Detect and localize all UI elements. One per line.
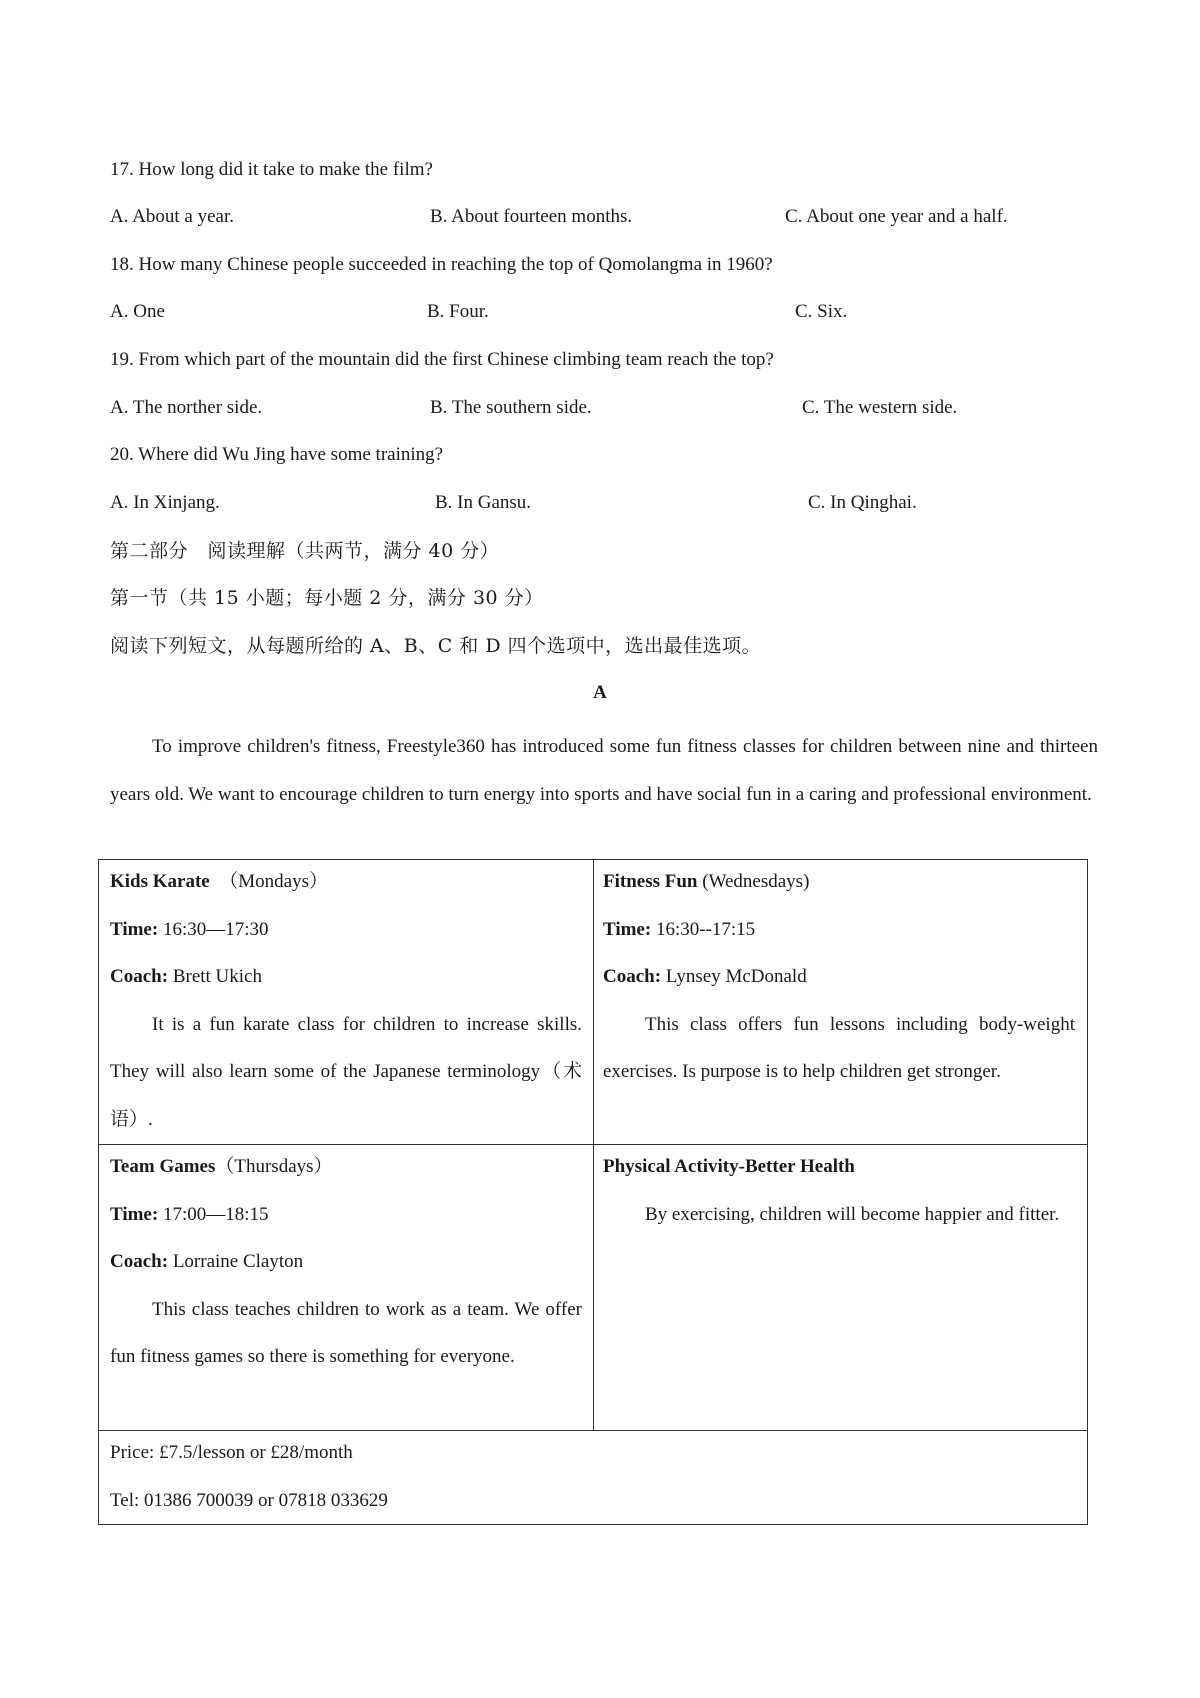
passage-intro: To improve children's fitness, Freestyle360 has introduced some fun fitness classes for children between nine and thirteen years old. We want to encourage children to turn energy into sports and have social fun in a caring and professional environment. [110, 736, 1098, 805]
question-17-stem: 17. How long did it take to make the film? [110, 159, 433, 180]
question-17-option-c: C. About one year and a half. [785, 206, 1008, 227]
physical-activity-title: Physical Activity-Better Health [603, 1156, 855, 1177]
question-18-stem: 18. How many Chinese people succeeded in reaching the top of Qomolangma in 1960? [110, 254, 773, 275]
fitness-fun-description: This class offers fun lessons including body-weight exercises. Is purpose is to help children get stronger. [603, 1013, 1075, 1082]
fitness-fun-day: (Wednesdays) [702, 871, 810, 892]
kids-karate-time: 16:30—17:30 [162, 918, 269, 940]
fitness-fun-title: Fitness Fun [603, 871, 698, 892]
section-heading: 第一节（共 15 小题；每小题 2 分，满分 30 分） [110, 587, 544, 609]
question-18-option-c: C. Six. [795, 301, 848, 322]
question-17-option-b: B. About fourteen months. [430, 206, 633, 227]
question-19-option-a: A. The norther side. [110, 397, 263, 418]
kids-karate-title: Kids Karate [110, 871, 210, 892]
cell-price-contact [110, 1429, 1070, 1524]
team-games-description: This class teaches children to work as a team. We offer fun fitness games so there is something for everyone. [110, 1298, 582, 1367]
cell-physical-activity [603, 1143, 1075, 1238]
question-17-option-a: A. About a year. [110, 206, 235, 227]
kids-karate-coach: Brett Ukich [172, 966, 262, 987]
question-18-option-a: A. One [110, 301, 165, 322]
passage-label: A [593, 682, 607, 703]
physical-activity-description: By exercising, children will become happier and fitter. [645, 1203, 1060, 1225]
question-20-option-c: C. In Qinghai. [808, 492, 917, 513]
question-19-option-b: B. The southern side. [430, 397, 592, 418]
kids-karate-time-label: Time: [110, 918, 159, 940]
kids-karate-description: It is a fun karate class for children to increase skills. They will also learn some of the Japanese terminology（术语）. [110, 1013, 582, 1130]
kids-karate-coach-label: Coach: [110, 966, 169, 987]
question-20-option-b: B. In Gansu. [435, 492, 532, 513]
team-games-coach: Lorraine Clayton [172, 1251, 304, 1272]
team-games-time-label: Time: [110, 1203, 159, 1225]
fitness-fun-coach: Lynsey McDonald [665, 966, 807, 987]
cell-fitness-fun [603, 858, 1075, 1096]
cell-team-games [110, 1143, 582, 1381]
price-text: Price: £7.5/lesson or £28/month [110, 1442, 353, 1463]
fitness-fun-coach-label: Coach: [603, 966, 662, 987]
fitness-fun-time: 16:30--17:15 [655, 918, 756, 940]
kids-karate-day: （Mondays） [219, 871, 328, 892]
question-19-option-c: C. The western side. [802, 397, 958, 418]
table-column-divider [593, 859, 594, 1431]
question-19-stem: 19. From which part of the mountain did the first Chinese climbing team reach the top? [110, 349, 774, 370]
team-games-time: 17:00—18:15 [162, 1203, 269, 1225]
team-games-title: Team Games [110, 1156, 216, 1177]
question-18-option-b: B. Four. [427, 301, 489, 322]
tel-text: Tel: 01386 700039 or 07818 033629 [110, 1489, 388, 1511]
question-20-stem: 20. Where did Wu Jing have some training? [110, 444, 444, 465]
team-games-coach-label: Coach: [110, 1251, 169, 1272]
instruction-text: 阅读下列短文，从每题所给的 A、B、C 和 D 四个选项中，选出最佳选项。 [110, 635, 762, 657]
question-20-option-a: A. In Xinjang. [110, 492, 220, 513]
part-heading: 第二部分 阅读理解（共两节，满分 40 分） [110, 540, 500, 562]
cell-kids-karate [110, 858, 582, 1143]
fitness-fun-time-label: Time: [603, 918, 652, 940]
team-games-day: （Thursdays） [215, 1156, 333, 1177]
